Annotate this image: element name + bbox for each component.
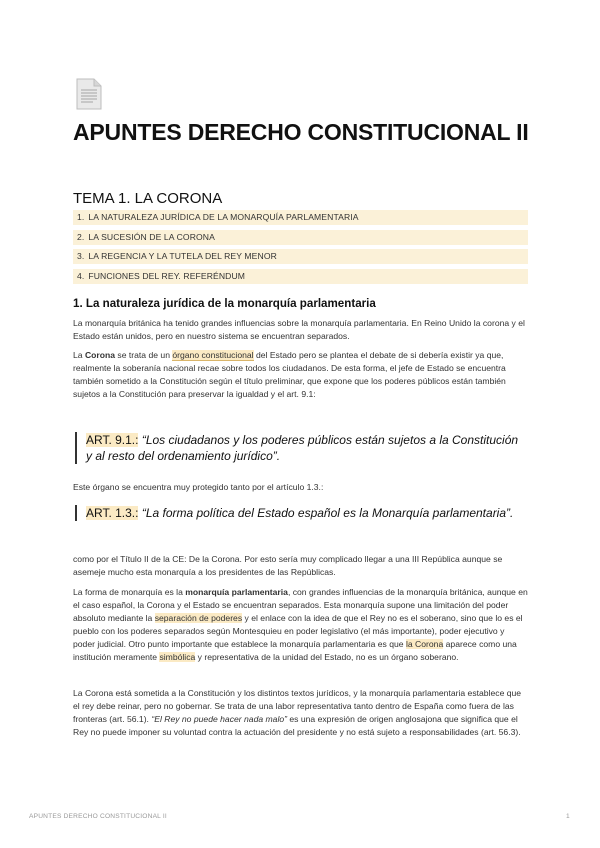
table-of-contents xyxy=(73,210,528,288)
footer-title: APUNTES DERECHO CONSTITUCIONAL II xyxy=(29,813,167,820)
toc-num: 4. xyxy=(77,270,85,281)
toc-item-3[interactable] xyxy=(73,249,528,264)
highlighted-term: la Corona xyxy=(405,639,444,650)
highlighted-term: simbólica xyxy=(159,652,196,663)
quote-article-label: ART. 1.3.: xyxy=(86,506,139,520)
toc-num: 1. xyxy=(77,212,85,222)
highlighted-term: separación de poderes xyxy=(154,613,243,624)
page-title: APUNTES DERECHO CONSTITUCIONAL II xyxy=(73,119,529,145)
subsection-title: 1. La naturaleza jurídica de la monarquía parlamentaria xyxy=(73,297,376,310)
text-run: , con grandes influencias de la monarquía británica, aunque en el caso español, la Corona y el Estado se encuentran separados. Esta monarquía supone una limitación del poder absoluto mediante la xyxy=(73,587,528,624)
highlighted-term: órgano constitucional xyxy=(172,350,254,360)
text-run: del Estado pero se plantea el debate de si debería existir ya que, realmente la soberanía nacional recae sobre todos los ciudadanos. De esta forma, el jefe de Estado se encuentra también sometido a la Constitución según el título preliminar, que expone que los poderes públicos están también sujetos a la Constitución para preservar la igualdad y el art. 9.1: xyxy=(73,350,506,400)
text-run: y el enlace con la idea de que el Rey no es el soberano, sino que lo es el pueblo con los poderes separados según Montesquieu en poder legislativo (el más importante), poder ejecutivo y poder judicial. Otro punto importante que establece la monarquía parlamentaria es que xyxy=(73,613,523,650)
text-run: aparece como una institución meramente xyxy=(73,639,517,663)
toc-num: 3. xyxy=(77,251,85,261)
page-number: 1 xyxy=(566,813,570,820)
text-run: se trata de un xyxy=(115,350,173,360)
text-run: La forma de monarquía es la xyxy=(73,587,186,597)
document-icon xyxy=(76,78,102,110)
quote-article-label: ART. 9.1.: xyxy=(86,433,139,447)
toc-label: LA NATURALEZA JURÍDICA DE LA MONARQUÍA PARLAMENTARIA xyxy=(88,212,359,222)
toc-num: 2. xyxy=(77,231,85,242)
bold-term: monarquía parlamentaria xyxy=(185,587,288,597)
paragraph-1: La monarquía británica ha tenido grandes influencias sobre la monarquía parlamentaria. En Reino Unido la corona y el Estado están unidos, pero en nuestro sistema se encuentran separados. xyxy=(73,318,525,342)
toc-item-1[interactable] xyxy=(73,210,528,225)
text-run: es una expresión de origen anglosajona que significa que el Rey no puede imponer su voluntad contra la actuación del presidente y no está sujeto a responsabilidades (art. 56.3). xyxy=(73,714,521,738)
quote-text: “La forma política del Estado español es la Monarquía parlamentaria”. xyxy=(138,506,514,520)
toc-item-2[interactable] xyxy=(73,230,528,245)
paragraph-3: Este órgano se encuentra muy protegido tanto por el artículo 1.3.: xyxy=(73,482,324,492)
italic-quote: “El Rey no puede hacer nada malo” xyxy=(151,714,288,725)
quote-art-1-3 xyxy=(75,505,526,521)
toc-label: FUNCIONES DEL REY. REFERÉNDUM xyxy=(88,270,246,281)
text-run: y representativa de la unidad del Estado, no es un órgano soberano. xyxy=(195,652,459,663)
toc-label: LA SUCESIÓN DE LA CORONA xyxy=(88,231,215,242)
section-title: TEMA 1. LA CORONA xyxy=(73,190,223,207)
paragraph-4: como por el Título II de la CE: De la Corona. Por esto sería muy complicado llegar a una III República aunque se asemeje mucho esta monarquía a los presidentes de las Repúblicas. xyxy=(73,554,503,578)
text-run: La Corona está sometida a la Constitución y los distintos textos jurídicos, y la monarquía parlamentaria establece que el rey debe reinar, pero no gobernar. Se trata de una labor representativa tanto dentro de España como fuera de las fronteras (art. 56.1). xyxy=(73,688,522,725)
toc-item-4[interactable] xyxy=(73,269,528,284)
bold-term: Corona xyxy=(84,350,116,360)
paragraph-2 xyxy=(73,349,528,401)
toc-label: LA REGENCIA Y LA TUTELA DEL REY MENOR xyxy=(88,251,277,261)
paragraph-5 xyxy=(73,586,528,665)
paragraph-6 xyxy=(73,687,528,739)
text-run: La xyxy=(73,350,85,360)
quote-text: “Los ciudadanos y los poderes públicos están sujetos a la Constitución y al resto del ordenamiento jurídico”. xyxy=(86,433,519,463)
quote-art-9-1 xyxy=(75,432,526,464)
